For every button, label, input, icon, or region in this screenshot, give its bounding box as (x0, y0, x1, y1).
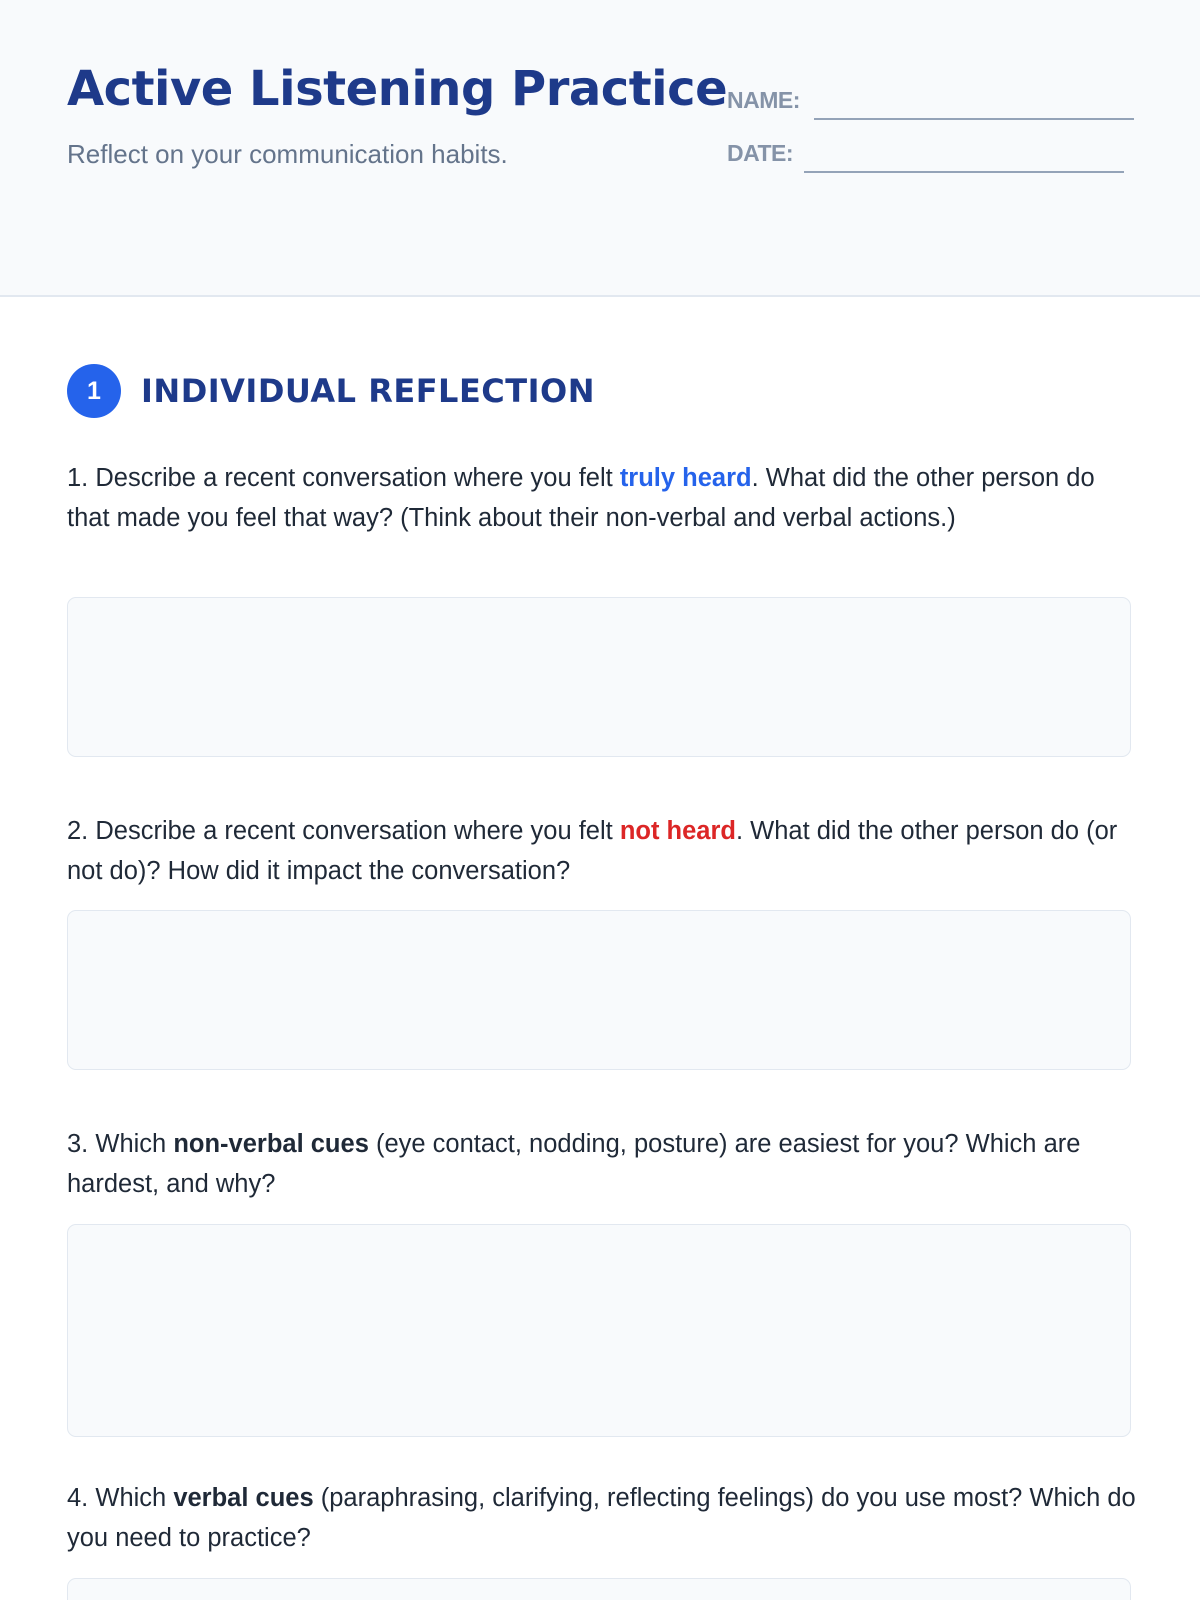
question-number: 4. (67, 1484, 89, 1512)
question-3 (67, 1124, 1137, 1204)
question-text: (eye contact, nodding, posture) are easiest for you? Which are hardest, and why? (67, 1130, 1081, 1198)
question-2 (67, 811, 1137, 891)
question-highlight: verbal cues (173, 1484, 314, 1512)
answer-box-3[interactable] (67, 1224, 1131, 1437)
question-highlight: truly heard (619, 464, 752, 492)
section-number-badge: 1 (67, 364, 121, 418)
answer-box-2[interactable] (67, 910, 1131, 1070)
date-label: DATE: (727, 140, 794, 166)
question-text: Describe a recent conversation where you felt (95, 817, 620, 845)
question-highlight: non-verbal cues (173, 1130, 369, 1158)
page-subtitle: Reflect on your communication habits. (67, 139, 508, 169)
question-text: . What did the other person do (or not do)? How did it impact the conversation? (67, 817, 1118, 885)
name-label: NAME: (727, 87, 800, 113)
question-text: Which (95, 1484, 174, 1512)
page-title: Active Listening Practice (67, 61, 728, 117)
question-number: 1. (67, 464, 89, 492)
answer-box-4[interactable] (67, 1578, 1131, 1600)
section-title: INDIVIDUAL REFLECTION (141, 372, 595, 410)
question-number: 2. (67, 817, 89, 845)
worksheet-header (0, 0, 1200, 297)
name-field[interactable] (814, 118, 1134, 120)
question-text: Describe a recent conversation where you felt (95, 464, 620, 492)
question-highlight: not heard (619, 817, 736, 845)
question-number: 3. (67, 1130, 89, 1158)
question-1 (67, 458, 1137, 538)
question-text: . What did the other person do that made you feel that way? (Think about their non-verbal and verbal actions.) (67, 464, 1095, 532)
section-header (67, 364, 595, 418)
question-4 (67, 1478, 1137, 1558)
question-text: Which (95, 1130, 174, 1158)
answer-box-1[interactable] (67, 597, 1131, 757)
question-text: (paraphrasing, clarifying, reflecting feelings) do you use most? Which do you need to practice? (67, 1484, 1136, 1552)
date-field[interactable] (804, 171, 1124, 173)
